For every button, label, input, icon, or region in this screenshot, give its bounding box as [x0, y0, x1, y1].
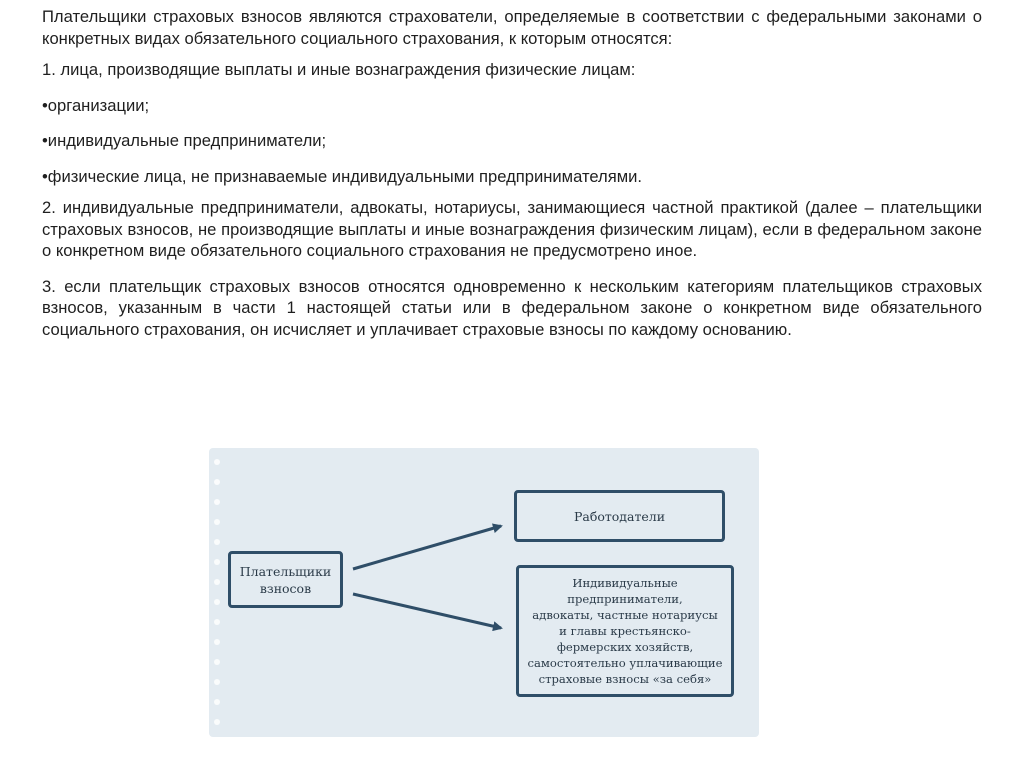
payers-line-2: взносов — [259, 580, 312, 596]
list-item-1: 1. лица, производящие выплаты и иные вознаграждения физические лицам: — [42, 60, 636, 79]
entrepreneurs-line: предприниматели, — [567, 592, 683, 606]
box-contribution-payers — [228, 551, 343, 608]
entrepreneurs-line: адвокаты, частные нотариусы — [532, 608, 718, 622]
ring-holes — [214, 459, 220, 725]
payers-diagram — [209, 448, 759, 737]
entrepreneurs-line: самостоятельно уплачивающие — [527, 656, 723, 670]
list-item-3: 3. если плательщик страховых взносов относятся одновременно к нескольким категориям плательщиков страховых взносов, указанным в части 1 настоящей статьи или в федеральном законе о конкретном виде обязательного социального страхования, он исчисляет и уплачивает страховые взносы по каждому основанию. — [42, 276, 982, 339]
entrepreneurs-line: фермерских хозяйств, — [556, 640, 694, 654]
arrow-to-employers — [353, 526, 501, 569]
bullet-individuals: •физические лица, не признаваемые индивидуальными предпринимателями. — [42, 166, 642, 186]
payers-line-1: Плательщики — [239, 563, 332, 579]
entrepreneurs-line: и главы крестьянско- — [559, 624, 691, 638]
bullet-organizations: •организации; — [42, 95, 150, 115]
entrepreneurs-line: страховые взносы «за себя» — [538, 672, 712, 686]
document-body — [42, 6, 982, 350]
entrepreneurs-line: Индивидуальные — [572, 576, 678, 590]
arrow-to-entrepreneurs — [353, 594, 501, 628]
paragraph-intro: Плательщики страховых взносов являются страхователи, определяемые в соответствии с федеральными законами о конкретных видах обязательного социального страхования, к которым относятся: — [42, 7, 982, 48]
bullet-entrepreneurs: •индивидуальные предприниматели; — [42, 131, 327, 150]
box-self-employed-payers — [516, 565, 734, 697]
list-item-2: 2. индивидуальные предприниматели, адвокаты, нотариусы, занимающиеся частной практикой (далее – плательщики страховых взносов, не производящие выплаты и иные вознаграждения физическим лицам), если в федеральном законе о конкретном виде обязательного социального страхования не предусмотрено иное. — [42, 198, 982, 260]
box-employers: Работодатели — [514, 490, 725, 542]
